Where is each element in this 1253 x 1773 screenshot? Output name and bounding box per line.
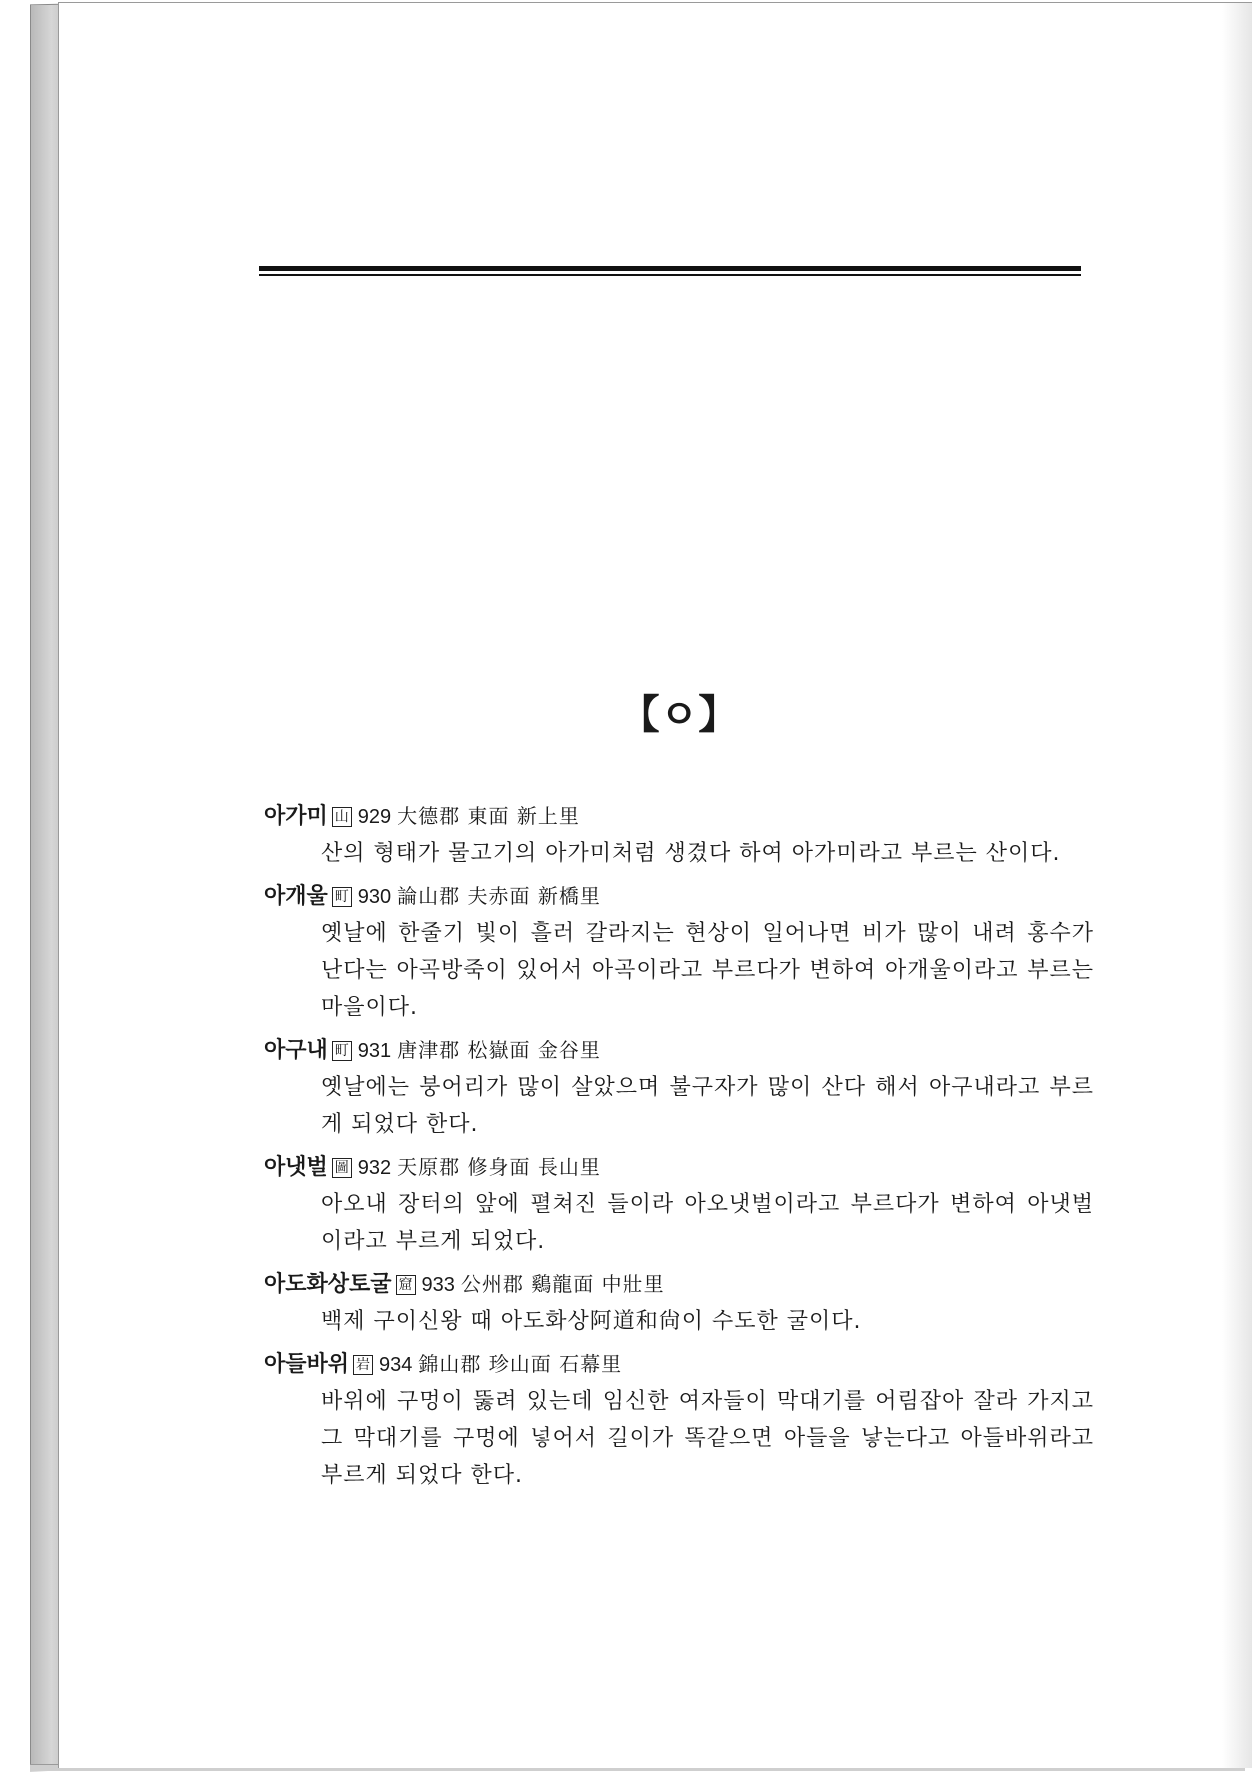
category-tag: 窟 xyxy=(396,1275,416,1295)
entry-number: 932 xyxy=(357,1157,392,1179)
entry-number: 930 xyxy=(357,886,392,908)
entry-location: 唐津郡 松嶽面 金谷里 xyxy=(397,1038,601,1062)
dictionary-entry xyxy=(264,1346,1094,1494)
entry-location: 天原郡 修身面 長山里 xyxy=(397,1155,601,1179)
entry-description: 옛날에 한줄기 빛이 흘러 갈라지는 현상이 일어나면 비가 많이 내려 홍수가 난다는 아곡방죽이 있어서 아곡이라고 부르다가 변하여 아개울이라고 부르는 마을이다. xyxy=(321,921,1094,1020)
entry-term: 아개울 xyxy=(264,884,328,909)
entry-number: 933 xyxy=(421,1274,455,1296)
entry-location: 公州郡 鷄龍面 中壯里 xyxy=(460,1272,665,1296)
entry-term: 아구내 xyxy=(264,1038,328,1063)
dictionary-entry xyxy=(264,1149,1094,1260)
category-tag: 岩 xyxy=(353,1355,373,1375)
dictionary-entry xyxy=(264,1032,1094,1143)
header-rule-thin xyxy=(259,274,1081,276)
dictionary-entry xyxy=(264,1266,1094,1340)
entry-term: 아냇벌 xyxy=(264,1155,328,1180)
entry-headline xyxy=(264,1346,1094,1383)
entry-list xyxy=(264,798,1094,1500)
entry-description: 산의 형태가 물고기의 아가미처럼 생겼다 하여 아가미라고 부르는 산이다. xyxy=(321,841,1061,866)
entry-description: 백제 구이신왕 때 아도화상阿道和尙이 수도한 굴이다. xyxy=(321,1309,862,1334)
page-edge-shade xyxy=(1222,3,1252,1768)
entry-headline xyxy=(264,798,1094,835)
entry-number: 934 xyxy=(379,1354,413,1376)
entry-location: 錦山郡 珍山面 石幕里 xyxy=(418,1352,623,1376)
entry-number: 929 xyxy=(357,806,392,828)
dictionary-entry xyxy=(264,798,1094,872)
entry-headline xyxy=(264,1032,1094,1069)
entry-location: 大德郡 東面 新上里 xyxy=(397,804,580,828)
entry-term: 아가미 xyxy=(264,804,328,829)
entry-headline xyxy=(264,1266,1094,1303)
dictionary-entry xyxy=(264,878,1094,1026)
header-rule-thick xyxy=(259,266,1081,271)
category-tag: 圖 xyxy=(332,1158,352,1178)
section-heading: 【ㅇ】 xyxy=(619,692,739,738)
category-tag: 山 xyxy=(332,807,352,827)
entry-headline xyxy=(264,878,1094,915)
category-tag: 町 xyxy=(332,887,352,907)
entry-description: 옛날에는 붕어리가 많이 살았으며 불구자가 많이 산다 해서 아구내라고 부르게 되었다 한다. xyxy=(321,1075,1094,1137)
entry-term: 아도화상토굴 xyxy=(264,1272,392,1297)
category-tag: 町 xyxy=(332,1041,352,1061)
entry-location: 論山郡 夫赤面 新橋里 xyxy=(397,884,601,908)
book-page xyxy=(58,2,1252,1768)
entry-number: 931 xyxy=(357,1040,392,1062)
entry-headline xyxy=(264,1149,1094,1186)
entry-description: 아오내 장터의 앞에 펼쳐진 들이라 아오냇벌이라고 부르다가 변하여 아냇벌이라고 부르게 되었다. xyxy=(321,1192,1094,1254)
entry-term: 아들바위 xyxy=(264,1352,350,1377)
entry-description: 바위에 구멍이 뚫려 있는데 임신한 여자들이 막대기를 어림잡아 잘라 가지고 그 막대기를 구멍에 넣어서 길이가 똑같으면 아들을 낳는다고 아들바위라고 부르게 되었다 한다. xyxy=(321,1389,1094,1488)
